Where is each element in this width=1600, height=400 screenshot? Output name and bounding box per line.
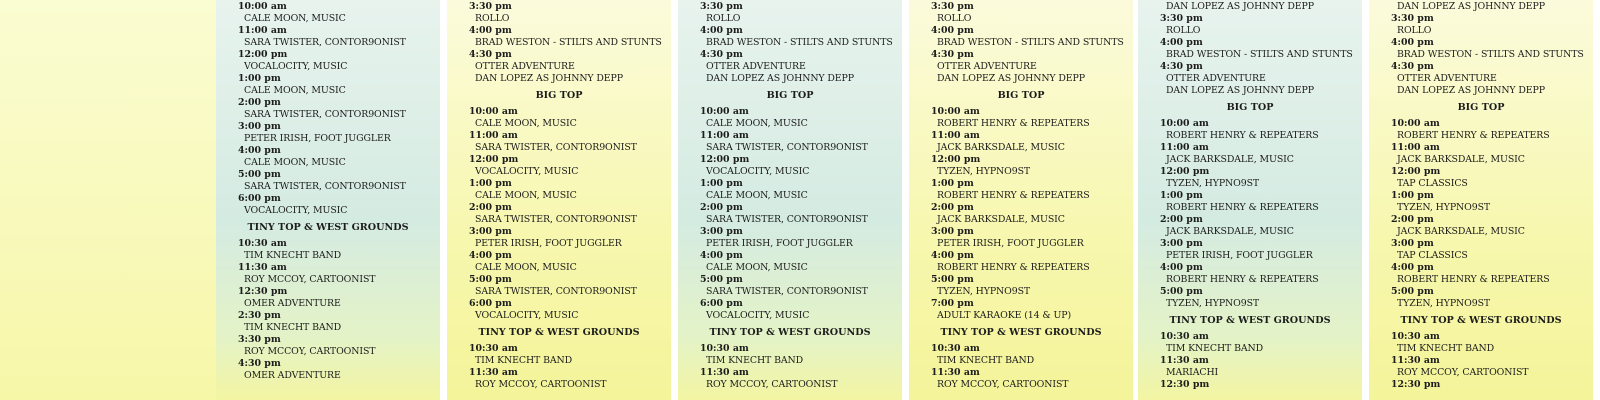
time-slot: 12:00 pm <box>1160 166 1210 177</box>
performer-name: SARA TWISTER, CONTOR9ONIST <box>244 37 406 48</box>
time-slot: 12:30 pm <box>1160 379 1210 390</box>
performer-name: OMER ADVENTURE <box>244 370 341 381</box>
time-slot: 11:30 am <box>931 367 980 378</box>
time-slot: 4:30 pm <box>1391 61 1434 72</box>
time-slot: 10:00 am <box>1391 118 1440 129</box>
performer-name: SARA TWISTER, CONTOR9ONIST <box>706 142 868 153</box>
time-slot: 4:00 pm <box>1160 262 1203 273</box>
venue-heading: BIG TOP <box>1226 102 1274 113</box>
venue-heading: TINY TOP & WEST GROUNDS <box>1169 315 1331 326</box>
performer-name: TYZEN, HYPNO9ST <box>937 286 1031 297</box>
performer-name: SARA TWISTER, CONTOR9ONIST <box>475 214 637 225</box>
performer-name: ROBERT HENRY & REPEATERS <box>937 262 1090 273</box>
time-slot: 3:00 pm <box>1160 238 1203 249</box>
performer-name: TYZEN, HYPNO9ST <box>937 166 1031 177</box>
performer-name: CALE MOON, MUSIC <box>244 13 346 24</box>
performer-name: TIM KNECHT BAND <box>1397 343 1495 354</box>
time-slot: 3:30 pm <box>238 334 281 345</box>
time-slot: 11:00 am <box>931 130 980 141</box>
time-slot: 11:30 am <box>469 367 518 378</box>
time-slot: 5:00 pm <box>238 169 281 180</box>
time-slot: 5:00 pm <box>931 274 974 285</box>
time-slot: 2:00 pm <box>238 97 281 108</box>
performer-name: SARA TWISTER, CONTOR9ONIST <box>475 286 637 297</box>
time-slot: 1:00 pm <box>469 178 512 189</box>
performer-name: OTTER ADVENTURE <box>475 61 575 72</box>
performer-name: ROLLO <box>937 13 972 24</box>
schedule-column-2 <box>447 0 671 400</box>
time-slot: 11:00 am <box>1160 142 1209 153</box>
performer-name: CALE MOON, MUSIC <box>475 118 577 129</box>
performer-name: CALE MOON, MUSIC <box>706 190 808 201</box>
performer-name: ROBERT HENRY & REPEATERS <box>1397 274 1550 285</box>
time-slot: 11:30 am <box>700 367 749 378</box>
time-slot: 3:00 pm <box>1391 238 1434 249</box>
performer-name: TIM KNECHT BAND <box>475 355 573 366</box>
time-slot: 12:00 pm <box>1391 166 1441 177</box>
time-slot: 10:00 am <box>1160 118 1209 129</box>
performer-name: MARIACHI <box>1166 367 1219 378</box>
schedule-column-3 <box>678 0 902 400</box>
performer-name: PETER IRISH, FOOT JUGGLER <box>1166 250 1313 261</box>
time-slot: 11:00 am <box>238 25 287 36</box>
performer-name: TIM KNECHT BAND <box>1166 343 1264 354</box>
performer-name: DAN LOPEZ AS JOHNNY DEPP <box>937 73 1085 84</box>
performer-name: TYZEN, HYPNO9ST <box>1166 298 1260 309</box>
time-slot: 4:30 pm <box>931 49 974 60</box>
performer-name: JACK BARKSDALE, MUSIC <box>1397 154 1525 165</box>
schedule-column-1 <box>216 0 440 400</box>
venue-heading: BIG TOP <box>997 90 1045 101</box>
performer-name: BRAD WESTON - STILTS AND STUNTS <box>706 37 893 48</box>
performer-name: ROY MCCOY, CARTOONIST <box>244 346 376 357</box>
time-slot: 10:30 am <box>1160 331 1209 342</box>
performer-name: PETER IRISH, FOOT JUGGLER <box>937 238 1084 249</box>
time-slot: 10:30 am <box>700 343 749 354</box>
venue-heading: BIG TOP <box>766 90 814 101</box>
performer-name: CALE MOON, MUSIC <box>475 190 577 201</box>
performer-name: SARA TWISTER, CONTOR9ONIST <box>244 109 406 120</box>
performer-name: TIM KNECHT BAND <box>937 355 1035 366</box>
performer-name: ROBERT HENRY & REPEATERS <box>937 118 1090 129</box>
performer-name: ROY MCCOY, CARTOONIST <box>1397 367 1529 378</box>
time-slot: 1:00 pm <box>931 178 974 189</box>
time-slot: 11:00 am <box>469 130 518 141</box>
performer-name: DAN LOPEZ AS JOHNNY DEPP <box>1166 85 1314 96</box>
performer-name: VOCALOCITY, MUSIC <box>244 205 348 216</box>
time-slot: 2:00 pm <box>1391 214 1434 225</box>
performer-name: ROY MCCOY, CARTOONIST <box>706 379 838 390</box>
performer-name: TYZEN, HYPNO9ST <box>1397 202 1491 213</box>
schedule-column-6 <box>1369 0 1593 400</box>
schedule-column-5 <box>1138 0 1362 400</box>
performer-name: TIM KNECHT BAND <box>706 355 804 366</box>
performer-name: ADULT KARAOKE (14 & UP) <box>937 310 1072 321</box>
performer-name: JACK BARKSDALE, MUSIC <box>1397 226 1525 237</box>
performer-name: ROY MCCOY, CARTOONIST <box>475 379 607 390</box>
performer-name: VOCALOCITY, MUSIC <box>475 166 579 177</box>
performer-name: BRAD WESTON - STILTS AND STUNTS <box>1397 49 1584 60</box>
venue-heading: TINY TOP & WEST GROUNDS <box>940 327 1102 338</box>
performer-name: ROBERT HENRY & REPEATERS <box>937 190 1090 201</box>
performer-name: DAN LOPEZ AS JOHNNY DEPP <box>1397 85 1545 96</box>
performer-name: BRAD WESTON - STILTS AND STUNTS <box>937 37 1124 48</box>
time-slot: 10:30 am <box>1391 331 1440 342</box>
time-slot: 2:00 pm <box>469 202 512 213</box>
performer-name: ROLLO <box>1166 25 1201 36</box>
time-slot: 12:00 pm <box>238 49 288 60</box>
time-slot: 10:00 am <box>469 106 518 117</box>
time-slot: 4:30 pm <box>700 49 743 60</box>
performer-name: SARA TWISTER, CONTOR9ONIST <box>706 286 868 297</box>
time-slot: 12:00 pm <box>469 154 519 165</box>
venue-heading: TINY TOP & WEST GROUNDS <box>247 222 409 233</box>
time-slot: 3:30 pm <box>1391 13 1434 24</box>
time-slot: 2:00 pm <box>700 202 743 213</box>
left-background-band <box>0 0 216 400</box>
time-slot: 10:30 am <box>469 343 518 354</box>
time-slot: 11:00 am <box>1391 142 1440 153</box>
time-slot: 4:00 pm <box>469 250 512 261</box>
time-slot: 3:30 pm <box>469 1 512 12</box>
time-slot: 10:00 am <box>700 106 749 117</box>
performer-name: ROY MCCOY, CARTOONIST <box>937 379 1069 390</box>
performer-name: OTTER ADVENTURE <box>937 61 1037 72</box>
performer-name: SARA TWISTER, CONTOR9ONIST <box>244 181 406 192</box>
time-slot: 5:00 pm <box>469 274 512 285</box>
performer-name: BRAD WESTON - STILTS AND STUNTS <box>1166 49 1353 60</box>
time-slot: 6:00 pm <box>700 298 743 309</box>
venue-heading: TINY TOP & WEST GROUNDS <box>478 327 640 338</box>
performer-name: JACK BARKSDALE, MUSIC <box>937 142 1065 153</box>
performer-name: ROBERT HENRY & REPEATERS <box>1397 130 1550 141</box>
time-slot: 12:00 pm <box>700 154 750 165</box>
performer-name: SARA TWISTER, CONTOR9ONIST <box>475 142 637 153</box>
performer-name: ROLLO <box>706 13 741 24</box>
performer-name: PETER IRISH, FOOT JUGGLER <box>244 133 391 144</box>
schedule-column-4 <box>909 0 1133 400</box>
time-slot: 11:30 am <box>1160 355 1209 366</box>
performer-name: BRAD WESTON - STILTS AND STUNTS <box>475 37 662 48</box>
performer-name: SARA TWISTER, CONTOR9ONIST <box>706 214 868 225</box>
performer-name: CALE MOON, MUSIC <box>706 118 808 129</box>
time-slot: 4:30 pm <box>1160 61 1203 72</box>
time-slot: 3:30 pm <box>931 1 974 12</box>
time-slot: 1:00 pm <box>238 73 281 84</box>
time-slot: 3:30 pm <box>700 1 743 12</box>
performer-name: TAP CLASSICS <box>1397 178 1468 189</box>
time-slot: 1:00 pm <box>1160 190 1203 201</box>
time-slot: 6:00 pm <box>469 298 512 309</box>
performer-name: CALE MOON, MUSIC <box>706 262 808 273</box>
time-slot: 2:00 pm <box>931 202 974 213</box>
time-slot: 11:30 am <box>1391 355 1440 366</box>
time-slot: 12:30 pm <box>238 286 288 297</box>
time-slot: 3:00 pm <box>469 226 512 237</box>
time-slot: 3:30 pm <box>1160 13 1203 24</box>
performer-name: ROBERT HENRY & REPEATERS <box>1166 202 1319 213</box>
performer-name: JACK BARKSDALE, MUSIC <box>1166 154 1294 165</box>
performer-name: VOCALOCITY, MUSIC <box>244 61 348 72</box>
performer-name: TYZEN, HYPNO9ST <box>1166 178 1260 189</box>
time-slot: 2:30 pm <box>238 310 281 321</box>
time-slot: 4:00 pm <box>931 25 974 36</box>
performer-name: DAN LOPEZ AS JOHNNY DEPP <box>475 73 623 84</box>
performer-name: ROBERT HENRY & REPEATERS <box>1166 130 1319 141</box>
performer-name: DAN LOPEZ AS JOHNNY DEPP <box>706 73 854 84</box>
performer-name: VOCALOCITY, MUSIC <box>706 166 810 177</box>
performer-name: OTTER ADVENTURE <box>1397 73 1497 84</box>
performer-name: ROLLO <box>1397 25 1432 36</box>
performer-name: VOCALOCITY, MUSIC <box>475 310 579 321</box>
time-slot: 1:00 pm <box>1391 190 1434 201</box>
time-slot: 4:00 pm <box>700 250 743 261</box>
venue-heading: TINY TOP & WEST GROUNDS <box>709 327 871 338</box>
performer-name: PETER IRISH, FOOT JUGGLER <box>706 238 853 249</box>
time-slot: 11:00 am <box>700 130 749 141</box>
performer-name: JACK BARKSDALE, MUSIC <box>1166 226 1294 237</box>
performer-name: TIM KNECHT BAND <box>244 322 342 333</box>
time-slot: 10:00 am <box>931 106 980 117</box>
performer-name: PETER IRISH, FOOT JUGGLER <box>475 238 622 249</box>
time-slot: 11:30 am <box>238 262 287 273</box>
time-slot: 7:00 pm <box>931 298 974 309</box>
time-slot: 4:30 pm <box>238 358 281 369</box>
time-slot: 12:30 pm <box>1391 379 1441 390</box>
time-slot: 4:30 pm <box>469 49 512 60</box>
performer-name: DAN LOPEZ AS JOHNNY DEPP <box>1166 1 1314 12</box>
venue-heading: TINY TOP & WEST GROUNDS <box>1400 315 1562 326</box>
performer-name: CALE MOON, MUSIC <box>475 262 577 273</box>
performer-name: OTTER ADVENTURE <box>706 61 806 72</box>
time-slot: 3:00 pm <box>700 226 743 237</box>
time-slot: 4:00 pm <box>238 145 281 156</box>
venue-heading: BIG TOP <box>535 90 583 101</box>
time-slot: 5:00 pm <box>1391 286 1434 297</box>
time-slot: 4:00 pm <box>700 25 743 36</box>
time-slot: 4:00 pm <box>1391 37 1434 48</box>
time-slot: 6:00 pm <box>238 193 281 204</box>
time-slot: 10:00 am <box>238 1 287 12</box>
performer-name: DAN LOPEZ AS JOHNNY DEPP <box>1397 1 1545 12</box>
performer-name: OMER ADVENTURE <box>244 298 341 309</box>
time-slot: 2:00 pm <box>1160 214 1203 225</box>
time-slot: 10:30 am <box>238 238 287 249</box>
time-slot: 3:00 pm <box>238 121 281 132</box>
performer-name: ROLLO <box>475 13 510 24</box>
time-slot: 4:00 pm <box>1160 37 1203 48</box>
time-slot: 1:00 pm <box>700 178 743 189</box>
performer-name: TYZEN, HYPNO9ST <box>1397 298 1491 309</box>
performer-name: OTTER ADVENTURE <box>1166 73 1266 84</box>
time-slot: 3:00 pm <box>931 226 974 237</box>
performer-name: CALE MOON, MUSIC <box>244 157 346 168</box>
time-slot: 4:00 pm <box>931 250 974 261</box>
performer-name: VOCALOCITY, MUSIC <box>706 310 810 321</box>
performer-name: CALE MOON, MUSIC <box>244 85 346 96</box>
performer-name: JACK BARKSDALE, MUSIC <box>937 214 1065 225</box>
performer-name: TAP CLASSICS <box>1397 250 1468 261</box>
performer-name: TIM KNECHT BAND <box>244 250 342 261</box>
time-slot: 4:00 pm <box>1391 262 1434 273</box>
time-slot: 5:00 pm <box>700 274 743 285</box>
time-slot: 5:00 pm <box>1160 286 1203 297</box>
venue-heading: BIG TOP <box>1457 102 1505 113</box>
performer-name: ROBERT HENRY & REPEATERS <box>1166 274 1319 285</box>
time-slot: 4:00 pm <box>469 25 512 36</box>
time-slot: 12:00 pm <box>931 154 981 165</box>
time-slot: 10:30 am <box>931 343 980 354</box>
performer-name: ROY MCCOY, CARTOONIST <box>244 274 376 285</box>
